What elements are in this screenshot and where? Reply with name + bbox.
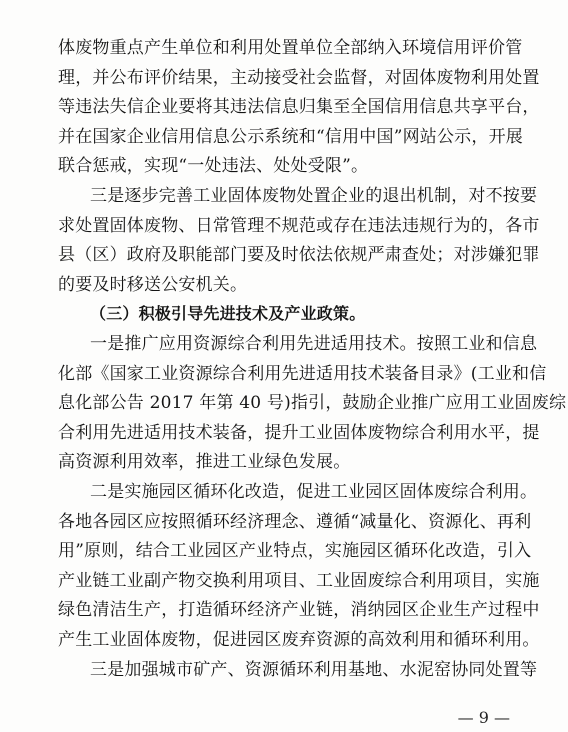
text-line-11: 一是推广应用资源综合利用先进适用技术。按照工业和信息 [90, 334, 538, 354]
text-line-7: 求处置固体废物、日常管理不规范或存在违法违规行为的，各市 [58, 216, 540, 236]
text-line-15: 高资源利用效率，推进工业绿色发展。 [58, 452, 351, 472]
text-line-8: 县（区）政府及职能部门要及时依法依规严肃查处；对涉嫌犯罪 [58, 245, 540, 265]
page-number: — 9 — [457, 708, 510, 727]
text-line-2: 理，并公布评价结果，主动接受社会监督，对固体废物利用处置 [58, 68, 540, 88]
text-line-6: 三是逐步完善工业固体废物处置企业的退出机制，对不按要 [90, 186, 538, 206]
text-line-9: 的要及时移送公安机关。 [58, 275, 248, 295]
text-line-13: 息化部公告 2017 年第 40 号)指引，鼓励企业推广应用工业固废综 [58, 393, 567, 413]
text-line-12: 化部《国家工业资源综合利用先进适用技术装备目录》(工业和信 [58, 364, 547, 384]
text-line-5: 联合惩戒，实现“一处违法、处处受限”。 [58, 156, 369, 176]
text-line-4: 并在国家企业信用信息公示系统和“信用中国”网站公示，开展 [58, 127, 523, 147]
section-heading: （三）积极引导先进技术及产业政策。 [90, 304, 366, 323]
text-line-20: 绿色清洁生产，打造循环经济产业链，消纳园区企业生产过程中 [58, 600, 540, 620]
text-line-17: 各地各园区应按照循环经济理念、遵循“减量化、资源化、再利 [58, 512, 532, 532]
text-line-22: 三是加强城市矿产、资源循环利用基地、水泥窑协同处置等 [90, 660, 538, 680]
text-line-14: 合利用先进适用技术装备，提升工业固体废物综合利用水平，提 [58, 423, 540, 443]
text-line-16: 二是实施园区循环化改造，促进工业园区固体废综合利用。 [90, 482, 538, 502]
text-line-21: 产生工业固体废物，促进园区废弃资源的高效利用和循环利用。 [58, 630, 540, 650]
text-line-19: 产业链工业副产物交换利用项目、工业固废综合利用项目，实施 [58, 571, 540, 591]
text-line-3: 等违法失信企业要将其违法信息归集至全国信用信息共享平台， [58, 97, 540, 117]
text-line-18: 用”原则，结合工业园区产业特点，实施园区循环化改造，引入 [58, 541, 532, 561]
text-line-1: 体废物重点产生单位和利用处置单位全部纳入环境信用评价管 [58, 38, 523, 58]
